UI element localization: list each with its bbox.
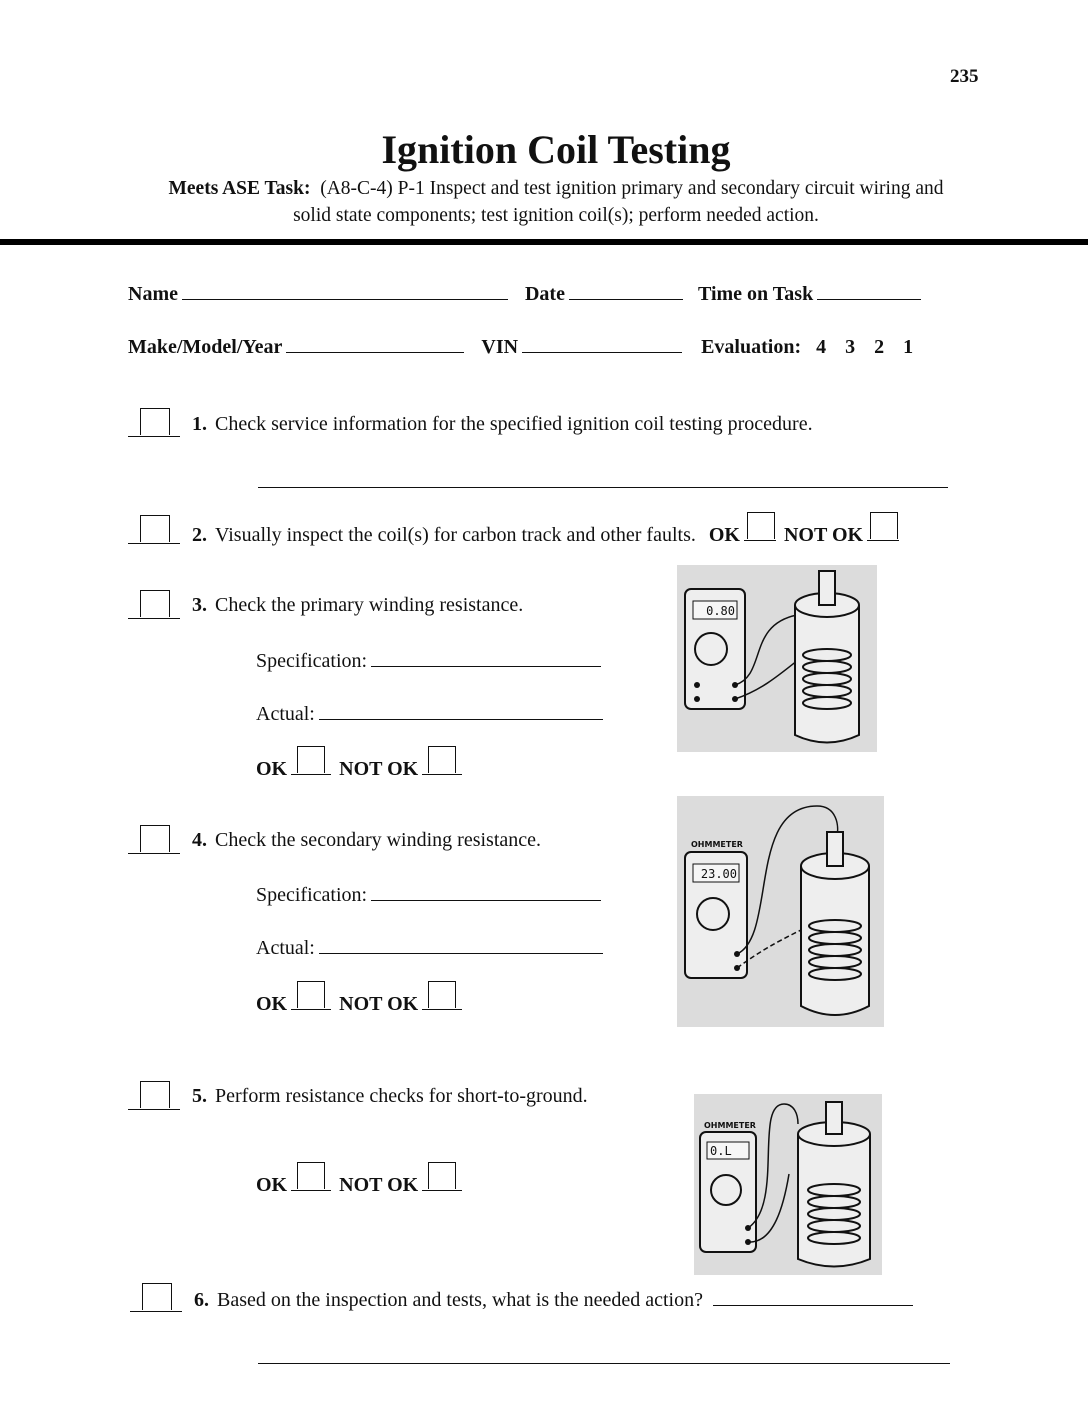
- evaluation-score-3[interactable]: 3: [845, 336, 856, 358]
- checkbox-box: [297, 981, 325, 1008]
- ase-task-line2: solid state components; test ignition coil(s); perform needed action.: [293, 205, 819, 226]
- ase-task-line1: [0, 178, 1088, 200]
- multimeter-coil-drawing: [677, 565, 877, 752]
- item-text: Check the primary winding resistance.: [215, 594, 524, 616]
- item-text: Check the secondary winding resistance.: [215, 829, 542, 851]
- item-2-checkbox[interactable]: [128, 519, 180, 544]
- checkbox-box: [140, 408, 170, 435]
- item-1-answer-line[interactable]: [258, 487, 948, 488]
- item-1-checkbox[interactable]: [128, 412, 180, 437]
- item-3-ok-checkbox[interactable]: [291, 754, 331, 775]
- checkbox-box: [428, 746, 456, 773]
- meter-label: OHMMETER: [704, 1121, 756, 1130]
- vin-label: VIN: [481, 336, 519, 358]
- item-text: Perform resistance checks for short-to-ground.: [215, 1085, 588, 1107]
- item-3-specification: [256, 648, 607, 673]
- checkbox-box: [140, 825, 170, 852]
- evaluation-score-1[interactable]: 1: [903, 336, 914, 358]
- item-3-actual: [256, 701, 609, 726]
- item-4-ok-checkbox[interactable]: [291, 989, 331, 1010]
- header-divider: [0, 239, 1088, 245]
- item-4-actual: [256, 935, 609, 960]
- ohmmeter-coil-drawing: [677, 796, 884, 1027]
- item-number: 3.: [192, 594, 207, 616]
- item-number: 1.: [192, 413, 207, 435]
- item-text: Check service information for the specified ignition coil testing procedure.: [215, 413, 813, 435]
- specification-label: Specification:: [256, 884, 368, 906]
- ase-task-text: (A8-C-4) P-1 Inspect and test ignition primary and secondary circuit wiring and: [320, 178, 944, 199]
- item-1: [192, 413, 813, 436]
- item-3-not-ok-checkbox[interactable]: [422, 754, 462, 775]
- specification-label: Specification:: [256, 650, 368, 672]
- item-5-not-ok-checkbox[interactable]: [422, 1170, 462, 1191]
- item-number: 4.: [192, 829, 207, 851]
- primary-winding-test-illustration: [677, 565, 877, 752]
- not-ok-label: NOT OK: [783, 524, 864, 546]
- secondary-winding-test-illustration: [677, 796, 884, 1027]
- item-5-result: [256, 1170, 470, 1197]
- date-label: Date: [524, 283, 565, 305]
- item-2-not-ok-checkbox[interactable]: [867, 520, 899, 541]
- checkbox-box: [140, 1081, 170, 1108]
- checkbox-box: [140, 590, 170, 617]
- time-on-task-field[interactable]: [817, 281, 921, 300]
- item-4-specification: [256, 882, 607, 907]
- item-4: [192, 829, 541, 852]
- not-ok-label: NOT OK: [339, 758, 419, 780]
- checkbox-box: [870, 512, 898, 539]
- item-text: Based on the inspection and tests, what is the needed action?: [217, 1289, 703, 1311]
- checkbox-box: [297, 746, 325, 773]
- meter-label: OHMMETER: [691, 840, 743, 849]
- date-field[interactable]: [569, 281, 683, 300]
- item-number: 2.: [192, 524, 207, 546]
- item-6: [194, 1287, 919, 1312]
- item-5-ok-checkbox[interactable]: [291, 1170, 331, 1191]
- make-model-year-label: Make/Model/Year: [128, 336, 283, 358]
- checkbox-box: [297, 1162, 325, 1189]
- ok-label: OK: [256, 758, 288, 780]
- name-label: Name: [128, 283, 178, 305]
- meter-display: 0.80: [706, 604, 735, 618]
- meter-display: 23.00: [700, 867, 737, 881]
- item-5: [192, 1085, 588, 1108]
- ok-label: OK: [708, 524, 740, 546]
- page-title: Ignition Coil Testing: [381, 127, 731, 172]
- actual-label: Actual:: [256, 703, 315, 725]
- evaluation-label: Evaluation:: [701, 336, 802, 358]
- item-3: [192, 594, 523, 617]
- meter-display: 0.L: [710, 1144, 732, 1158]
- item-3-result: [256, 754, 470, 781]
- specification-field[interactable]: [371, 648, 601, 667]
- ok-label: OK: [256, 993, 288, 1015]
- item-4-checkbox[interactable]: [128, 829, 180, 854]
- item-number: 6.: [194, 1289, 209, 1311]
- name-field[interactable]: [182, 281, 508, 300]
- not-ok-label: NOT OK: [339, 1174, 419, 1196]
- actual-field[interactable]: [319, 701, 603, 720]
- evaluation-score-2[interactable]: 2: [874, 336, 885, 358]
- header-row-2: [128, 334, 913, 359]
- time-on-task-label: Time on Task: [697, 283, 814, 305]
- item-5-checkbox[interactable]: [128, 1085, 180, 1110]
- not-ok-label: NOT OK: [339, 993, 419, 1015]
- item-text: Visually inspect the coil(s) for carbon track and other faults.: [215, 524, 696, 546]
- item-6-answer-line[interactable]: [258, 1363, 950, 1364]
- checkbox-box: [142, 1283, 172, 1310]
- checkbox-box: [428, 1162, 456, 1189]
- actual-field[interactable]: [319, 935, 603, 954]
- item-3-checkbox[interactable]: [128, 594, 180, 619]
- evaluation-score-4[interactable]: 4: [816, 336, 827, 358]
- item-6-checkbox[interactable]: [130, 1287, 182, 1312]
- short-to-ground-test-illustration: [694, 1094, 882, 1275]
- make-model-year-field[interactable]: [286, 334, 464, 353]
- checkbox-box: [140, 515, 170, 542]
- item-2: [192, 520, 907, 547]
- ok-label: OK: [256, 1174, 288, 1196]
- checkbox-box: [747, 512, 775, 539]
- item-6-answer-field[interactable]: [713, 1287, 913, 1306]
- item-number: 5.: [192, 1085, 207, 1107]
- page-number: 235: [950, 66, 979, 87]
- vin-field[interactable]: [522, 334, 682, 353]
- item-4-result: [256, 989, 470, 1016]
- ase-task-label: Meets ASE Task:: [168, 178, 311, 199]
- actual-label: Actual:: [256, 937, 315, 959]
- checkbox-box: [428, 981, 456, 1008]
- header-row-1: [128, 281, 927, 306]
- specification-field[interactable]: [371, 882, 601, 901]
- item-2-ok-checkbox[interactable]: [744, 520, 776, 541]
- item-4-not-ok-checkbox[interactable]: [422, 989, 462, 1010]
